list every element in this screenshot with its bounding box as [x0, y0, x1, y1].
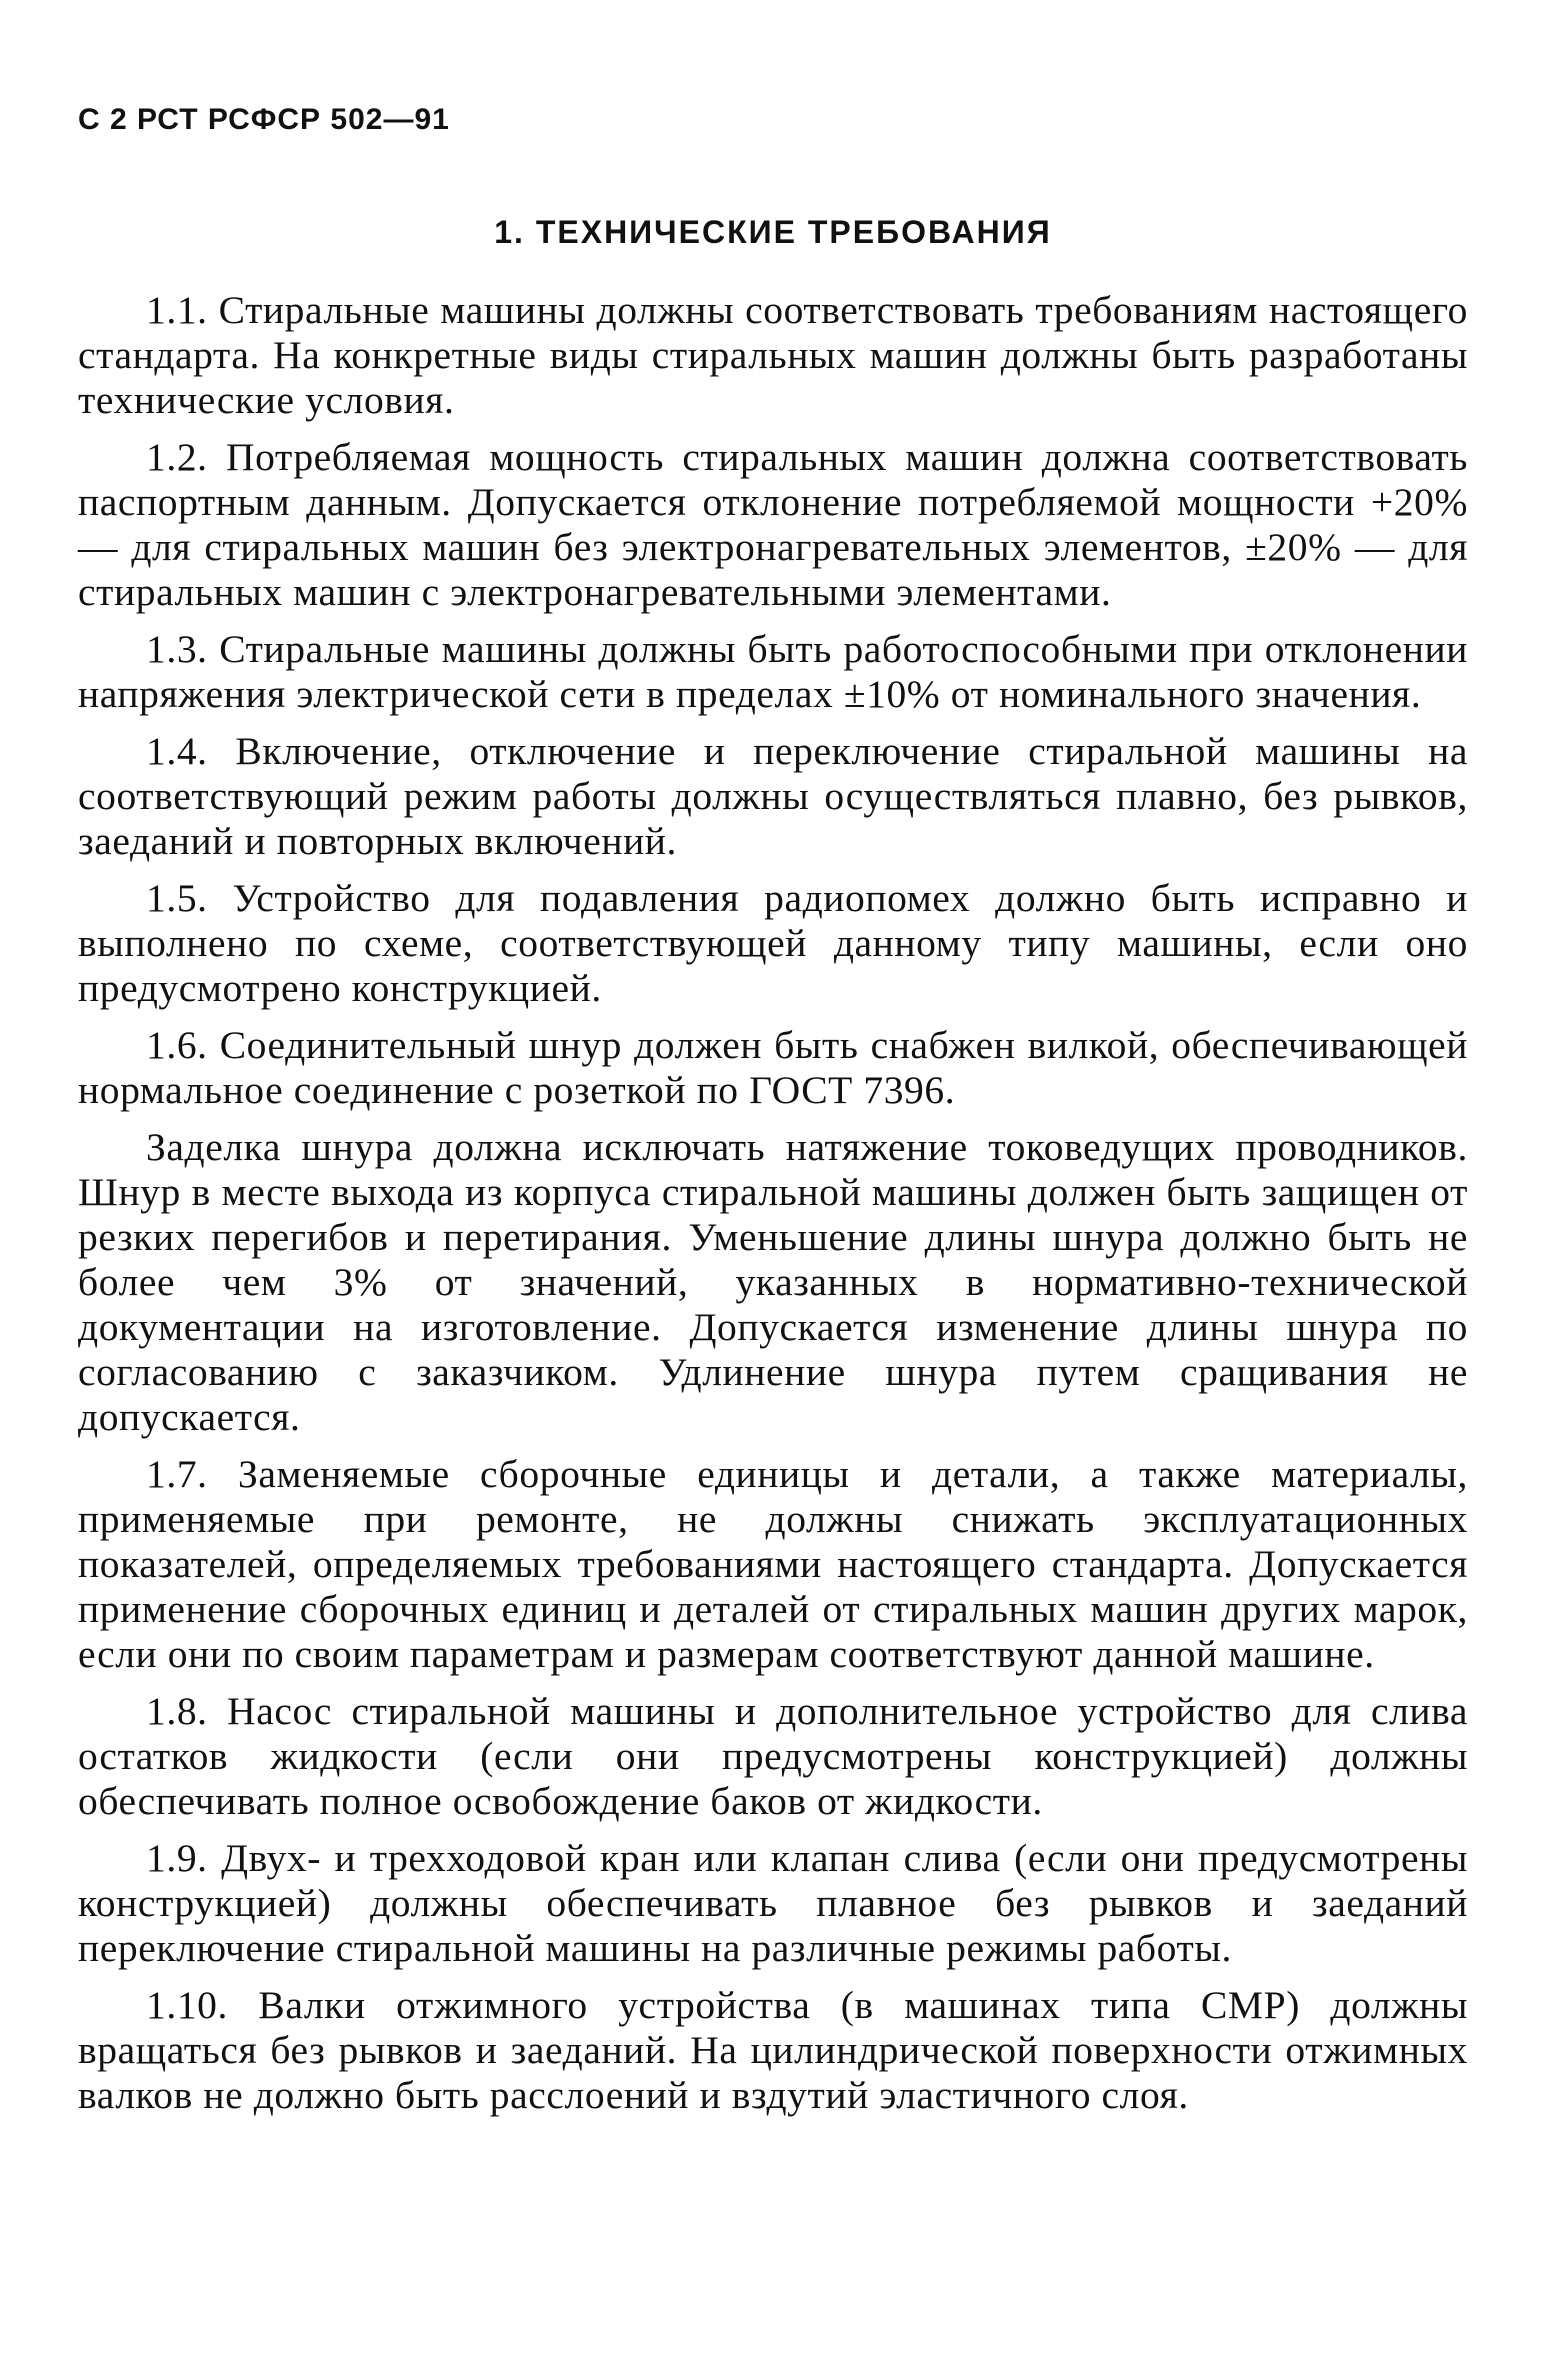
section-body [78, 288, 1468, 2118]
paragraph-1-6-continued: Заделка шнура должна исключать натяжение токоведущих проводников. Шнур в месте выхода из корпуса стиральной машины должен быть защищен от резких перегибов и перетирания. Уменьшение длины шнура должно быть не более чем 3% от значений, указанных в нормативно-технической документации на изготовление. Допускается изменение длины шнура по согласованию с заказчиком. Удлинение шнура путем сращивания не допускается. [78, 1125, 1468, 1439]
paragraph-1-10: 1.10. Валки отжимного устройства (в машинах типа СМР) должны вращаться без рывков и заеданий. На цилиндрической поверхности отжимных валков не должно быть расслоений и вздутий эластичного слоя. [78, 1983, 1468, 2117]
paragraph-1-4: 1.4. Включение, отключение и переключение стиральной машины на соответствующий режим работы должны осуществляться плавно, без рывков, заеданий и повторных включений. [78, 729, 1468, 863]
section-title: 1. ТЕХНИЧЕСКИЕ ТРЕБОВАНИЯ [494, 214, 1052, 250]
running-head: С 2 РСТ РСФСР 502—91 [78, 103, 450, 136]
paragraph-1-2: 1.2. Потребляемая мощность стиральных машин должна соответствовать паспортным данным. Допускается отклонение потребляемой мощности +20% — для стиральных машин без электронагревательных элементов, ±20% — для стиральных машин с электронагревательными элементами. [78, 435, 1468, 614]
paragraph-1-9: 1.9. Двух- и трехходовой кран или клапан слива (если они предусмотрены конструкцией) должны обеспечивать плавное без рывков и заеданий переключение стиральной машины на различные режимы работы. [78, 1836, 1468, 1970]
paragraph-1-6: 1.6. Соединительный шнур должен быть снабжен вилкой, обеспечивающей нормальное соединение с розеткой по ГОСТ 7396. [78, 1023, 1468, 1112]
paragraph-1-5: 1.5. Устройство для подавления радиопомех должно быть исправно и выполнено по схеме, соответствующей данному типу машины, если оно предусмотрено конструкцией. [78, 876, 1468, 1010]
paragraph-1-8: 1.8. Насос стиральной машины и дополнительное устройство для слива остатков жидкости (если они предусмотрены конструкцией) должны обеспечивать полное освобождение баков от жидкости. [78, 1689, 1468, 1823]
paragraph-1-1: 1.1. Стиральные машины должны соответствовать требованиям настоящего стандарта. На конкретные виды стиральных машин должны быть разработаны технические условия. [78, 288, 1468, 422]
document-page [78, 100, 1468, 2130]
paragraph-1-3: 1.3. Стиральные машины должны быть работоспособными при отклонении напряжения электрической сети в пределах ±10% от номинального значения. [78, 627, 1468, 716]
paragraph-1-7: 1.7. Заменяемые сборочные единицы и детали, а также материалы, применяемые при ремонте, не должны снижать эксплуатационных показателей, определяемых требованиями настоящего стандарта. Допускается применение сборочных единиц и деталей от стиральных машин других марок, если они по своим параметрам и размерам соответствуют данной машине. [78, 1452, 1468, 1676]
